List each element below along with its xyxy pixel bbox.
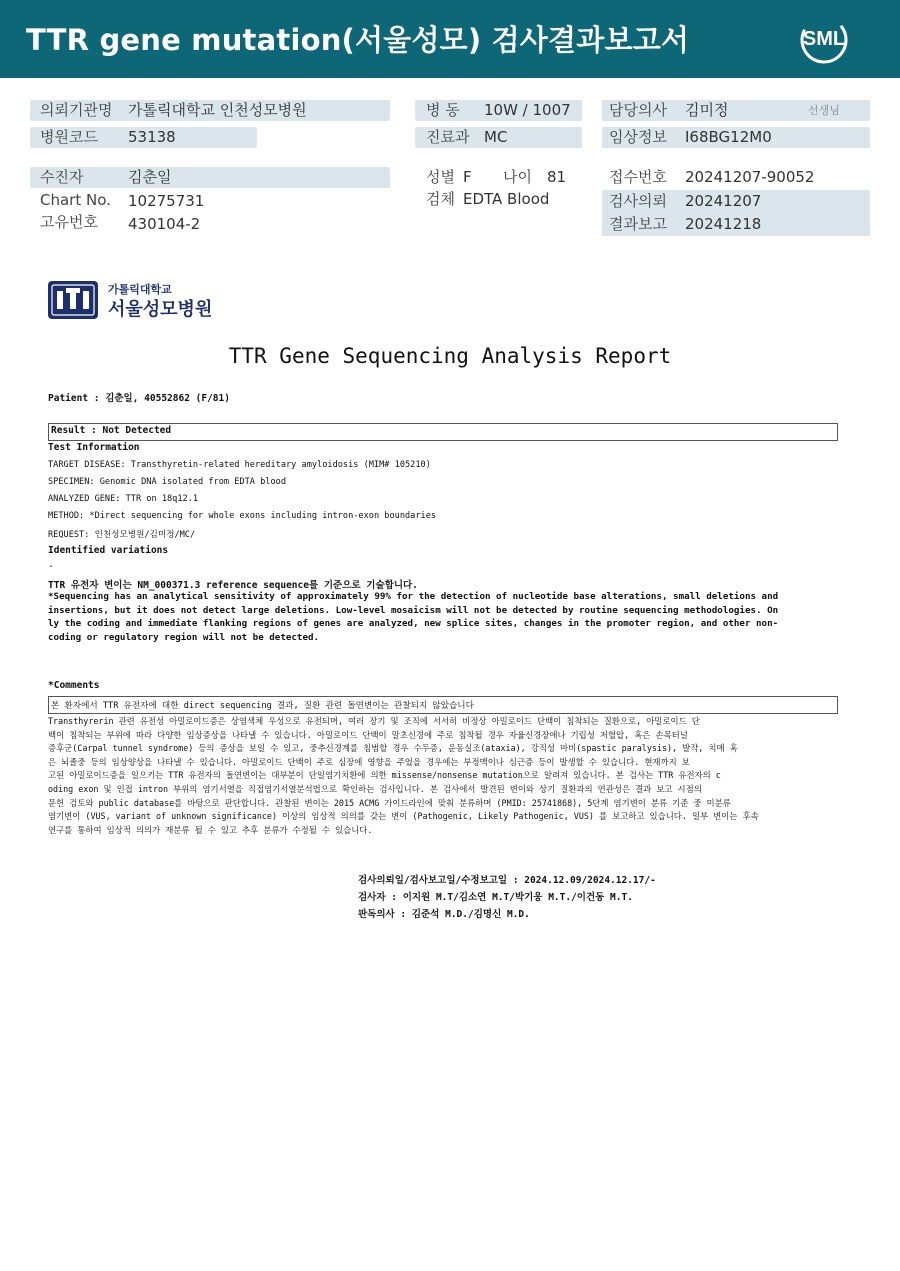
identified-value: - (48, 561, 54, 572)
req-org-label: 의뢰기관명 (40, 101, 113, 119)
patient-line: Patient : 김춘일, 40552862 (F/81) (48, 393, 230, 404)
sex-value: F (463, 168, 472, 186)
comment-line: Transthyrerin 관련 유전성 아밀로이드증은 상염색체 우성으로 유전되며, 여러 장기 및 조직에 서서히 비정상 아밀로이드 단백이 침착되는 질환으로, 아밀로이드 단 (48, 716, 700, 726)
doctor-suffix: 선생님 (808, 104, 840, 117)
dept-value: MC (484, 128, 508, 146)
comment-line: 백이 침착되는 부위에 따라 다양한 임상증상을 나타낼 수 있습니다. 아밀로이드 단백이 말초신경에 주로 침착될 경우 자율신경장애나 기립성 저혈압, 혹은 손목터널 (48, 729, 688, 740)
requested-label: 검사의뢰 (609, 192, 667, 210)
sign-testers: 검사자 : 이지원 M.T/김소연 M.T/박기웅 M.T./이건동 M.T. (358, 892, 633, 903)
method-line: METHOD: *Direct sequencing for whole exons including intron-exon boundaries (48, 511, 437, 521)
hosp-code-value: 53138 (128, 128, 176, 146)
comment-line: 문헌 검토와 public database를 바탕으로 판단합니다. 관찰된 변이는 2015 ACMG 가이드라인에 맞춰 분류하며 (PMID: 25741868), 5단계 염기변이 분류 기준 중 미분류 (48, 797, 731, 808)
test-info-heading: Test Information (48, 442, 140, 453)
sensitivity-line: *Sequencing has an analytical sensitivity of approximately 99% for the detection of nucleotide base alterations, small deletions and (48, 591, 779, 602)
age-value: 81 (547, 168, 567, 186)
patient-label: 수진자 (40, 168, 84, 186)
comment-summary-box (48, 696, 838, 714)
hospital-name-small: 가톨릭대학교 (108, 283, 172, 296)
comment-line: 은 뇌졸중 등의 임상양상을 나타낼 수 있습니다. 아밀로이드 단백이 주로 심장에 영향을 주었을 경우에는 부정맥이나 심근증 등이 발생할 수 있습니다. 현재까지 보 (48, 756, 690, 767)
comments-heading: *Comments (48, 680, 100, 691)
comment-line: 염기변이 (VUS, variant of unknown significance) 이상의 임상적 의의를 갖는 변이 (Pathogenic, Likely Pathogenic, VUS) 를 보고하고 있습니다. 일부 변이는 후속 (48, 811, 759, 822)
result-text: Result : Not Detected (51, 425, 172, 436)
comment-line: 연구를 통하여 임상적 의의가 재분류 될 수 있고 추후 분류가 수정될 수 있습니다. (48, 824, 373, 835)
comment-line: 증후군(Carpal tunnel syndrome) 등의 증상을 보일 수 있고, 중추신경계를 침범할 경우 수두증, 운동실조(ataxia), 강직성 마비(spastic paralysis), 발작, 치매 혹 (48, 743, 738, 754)
reference-note: TTR 유전자 변이는 NM_000371.3 reference sequence를 기준으로 기술합니다. (48, 580, 418, 591)
analyzed-gene: ANALYZED GENE: TTR on 18q12.1 (48, 494, 199, 504)
target-disease: TARGET DISEASE: Transthyretin-related hereditary amyloidosis (MIM# 105210) (48, 460, 431, 470)
age-label: 나이 (503, 168, 532, 186)
sml-logo-icon (798, 14, 850, 66)
sensitivity-line: coding or regulatory region will not be detected. (48, 631, 320, 643)
sex-label: 성별 (426, 168, 455, 186)
clinical-value: I68BG12M0 (685, 128, 772, 146)
field-bar (30, 167, 390, 188)
report-title: TTR Gene Sequencing Analysis Report (228, 344, 672, 368)
unique-label: 고유번호 (40, 213, 98, 231)
page-title: TTR gene mutation(서울성모) 검사결과보고서 (26, 23, 690, 57)
hospital-name-large: 서울성모병원 (108, 299, 213, 320)
specimen-line: SPECIMEN: Genomic DNA isolated from EDTA blood (48, 477, 286, 487)
doctor-value: 김미정 (685, 101, 729, 119)
specimen-value: EDTA Blood (463, 190, 550, 208)
chart-label: Chart No. (40, 191, 111, 209)
comment-line: 고된 아밀로이드증을 일으키는 TTR 유전자의 돌연변이는 대부분이 단일염기치환에 의한 missense/nonsense mutation으로 알려져 있습니다. 본 검사는 TTR 유전자의 c (48, 770, 721, 781)
unique-value: 430104-2 (128, 215, 201, 233)
dept-label: 진료과 (426, 128, 470, 146)
doctor-label: 담당의사 (609, 101, 667, 119)
identified-heading: Identified variations (48, 545, 169, 556)
ward-value: 10W / 1007 (484, 101, 571, 119)
sign-doctors: 판독의사 : 김준석 M.D./김명신 M.D. (358, 909, 530, 920)
report-header (0, 0, 900, 78)
request-line: REQUEST: 인천성모병원/김미정/MC/ (48, 530, 196, 540)
specimen-label: 검체 (426, 190, 455, 208)
req-org-value: 가톨릭대학교 인천성모병원 (128, 101, 307, 119)
comment-summary: 본 환자에서 TTR 유전자에 대한 direct sequencing 결과, 질환 관련 돌연변이는 관찰되지 않았습니다 (51, 701, 474, 711)
sensitivity-line: insertions, but it does not detect large deletions. Low-level mosaicism will not be detected by routine sequencing methodologies. On (48, 604, 779, 616)
comment-line: oding exon 및 인접 intron 부위의 염기서열을 직접염기서열분석법으로 확인하는 검사입니다. 본 검사에서 발견된 변이와 상기 질환과의 연관성은 결과 보고 시점의 (48, 783, 702, 794)
ward-label: 병 동 (426, 101, 460, 119)
sml-logo-text: SML (802, 28, 846, 50)
sensitivity-line: ly the coding and immediate flanking regions of genes are analyzed, new splice sites, changes in the promoter region, and other non- (48, 618, 779, 630)
hosp-code-label: 병원코드 (40, 128, 98, 146)
reported-value: 20241218 (685, 215, 762, 233)
comments-paragraph (48, 715, 759, 837)
sensitivity-paragraph (48, 590, 778, 644)
clinical-label: 임상정보 (609, 128, 667, 146)
receipt-label: 접수번호 (609, 168, 667, 186)
receipt-value: 20241207-90052 (685, 168, 815, 186)
chart-value: 10275731 (128, 192, 205, 210)
requested-value: 20241207 (685, 192, 762, 210)
hospital-emblem-icon (47, 280, 99, 320)
sign-dates: 검사의뢰일/검사보고일/수정보고일 : 2024.12.09/2024.12.17/- (358, 875, 656, 886)
reported-label: 결과보고 (609, 215, 667, 233)
result-box (48, 423, 838, 441)
patient-value: 김춘일 (128, 168, 172, 186)
